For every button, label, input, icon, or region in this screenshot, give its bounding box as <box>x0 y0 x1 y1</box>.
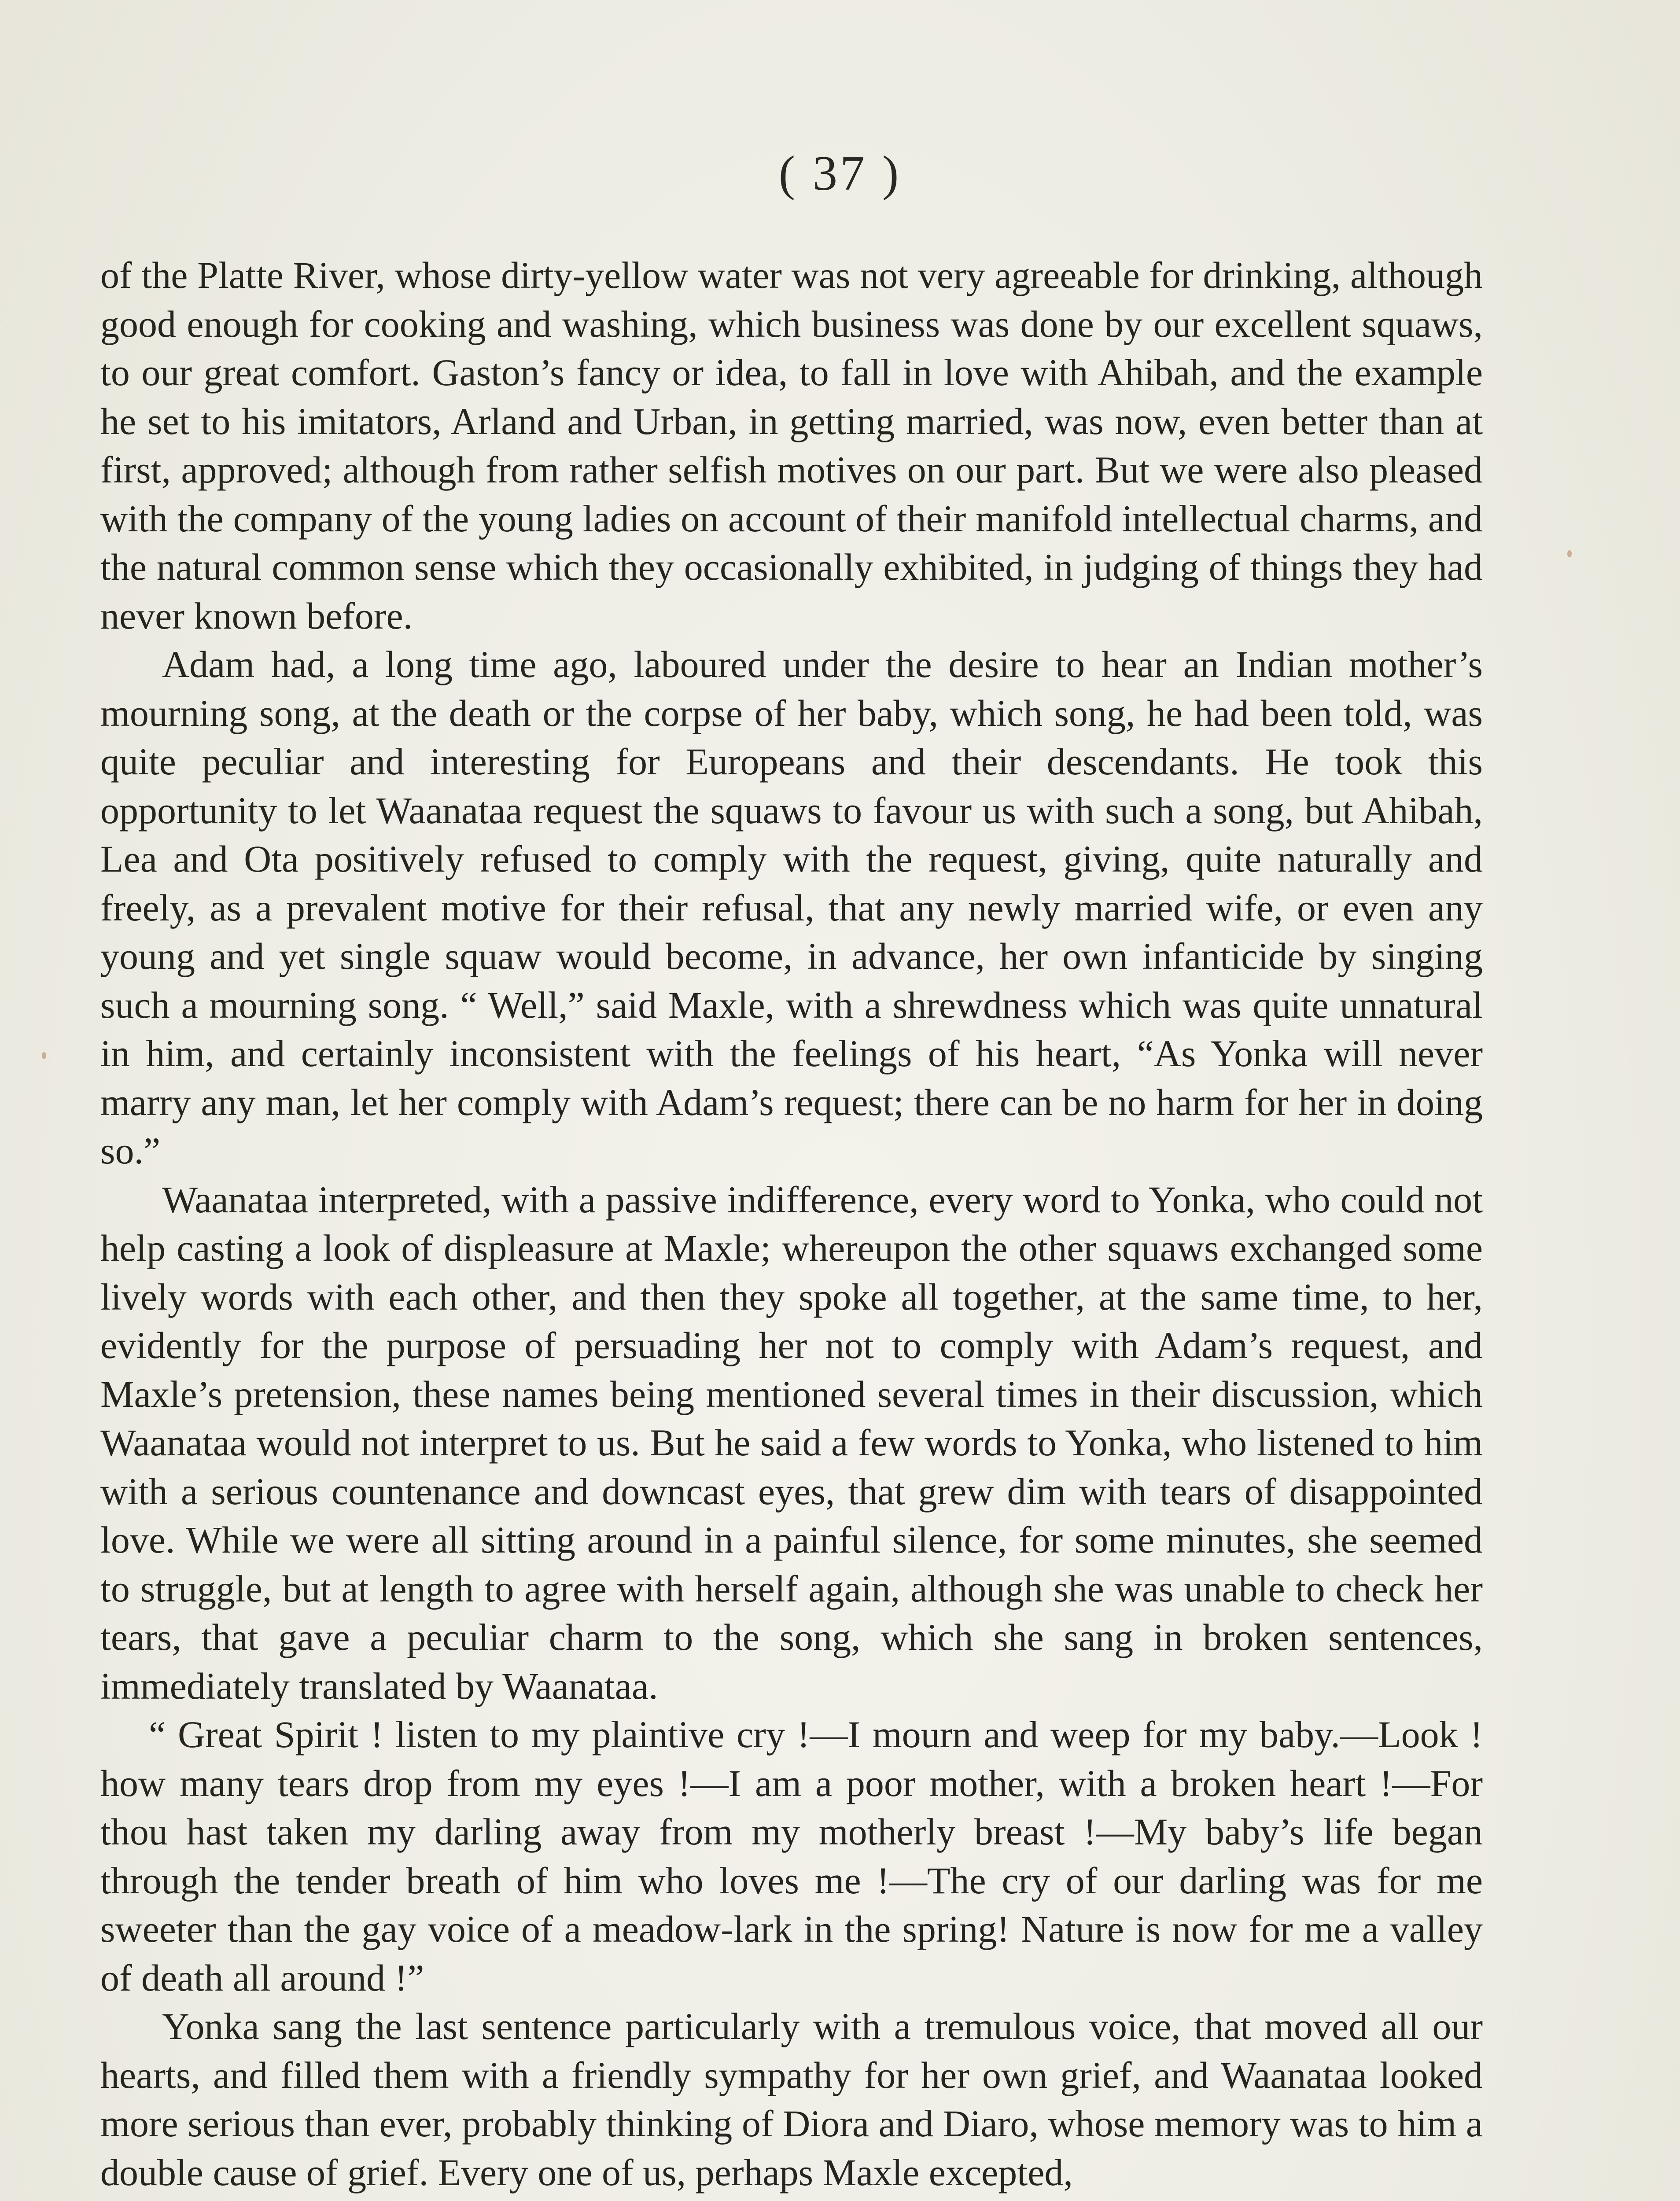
paragraph-waanataa-interpreted: Waanataa interpreted, with a passive indifference, every word to Yonka, who could not help casting a look of displeasure at Maxle; whereupon the other squaws exchanged some lively words with each other, and then they spoke all together, at the same time, to her, evidently for the purpose of persuading her not to comply with Adam’s request, and Maxle’s pretension, these names being mentioned several times in their discussion, which Waanataa would not interpret to us. But he said a few words to Yonka, who listened to him with a serious countenance and downcast eyes, that grew dim with tears of disappointed love. While we were all sitting around in a painful silence, for some minutes, she seemed to struggle, but at length to agree with herself again, although she was unable to check her tears, that gave a peculiar charm to the song, which she sang in broken sentences, immediately translated by Waanataa. <box>100 1178 1483 1707</box>
paragraph-platte-river: of the Platte River, whose dirty-yellow water was not very agreeable for drinking, although good enough for cooking and washing, which business was done by our excellent squaws, to our great comfort. Gaston’s fancy or idea, to fall in love with Ahibah, and the example he set to his imitators, Arland and Urban, in getting married, was now, even better than at first, approved; although from rather selfish motives on our part. But we were also pleased with the company of the young ladies on account of their manifold intellectual charms, and the natural common sense which they occasionally exhibited, in judging of things they had never known before. <box>100 254 1483 637</box>
paper-speck <box>42 1052 46 1059</box>
paragraph-yonka-sang: Yonka sang the last sentence particularly with a tremulous voice, that moved all our hearts, and filled them with a friendly sympathy for her own grief, and Waanataa looked more serious than ever, probably thinking of Diora and Diaro, whose memory was to him a double cause of grief. Every one of us, perhaps Maxle excepted, <box>100 2005 1483 2194</box>
paragraph-adam-request: Adam had, a long time ago, laboured under the desire to hear an Indian mother’s mourning song, at the death or the corpse of her baby, which song, he had been told, was quite peculiar and interesting for Europeans and their descendants. He took this opportunity to let Waanataa request the squaws to favour us with such a song, but Ahibah, Lea and Ota positively refused to comply with the request, giving, quite naturally and freely, as a prevalent motive for their refusal, that any newly married wife, or even any young and yet single squaw would become, in advance, her own infanticide by singing such a mourning song. “ Well,” said Maxle, with a shrewdness which was quite unnatural in him, and certainly inconsistent with the feelings of his heart, “As Yonka will never marry any man, let her comply with Adam’s request; there can be no harm for her in doing so.” <box>100 643 1483 1172</box>
paragraph-mourning-song: “ Great Spirit ! listen to my plaintive cry !—I mourn and weep for my baby.—Look ! how many tears drop from my eyes !—I am a poor mother, with a broken heart !—For thou hast taken my darling away from my motherly breast !—My baby’s life began through the tender breath of him who loves me !—The cry of our darling was for me sweeter than the gay voice of a meadow-lark in the spring! Nature is now for me a valley of death all around !” <box>100 1713 1483 1999</box>
paper-speck <box>1567 550 1572 557</box>
page-number: ( 37 ) <box>778 146 902 201</box>
body-text <box>100 251 1483 2197</box>
